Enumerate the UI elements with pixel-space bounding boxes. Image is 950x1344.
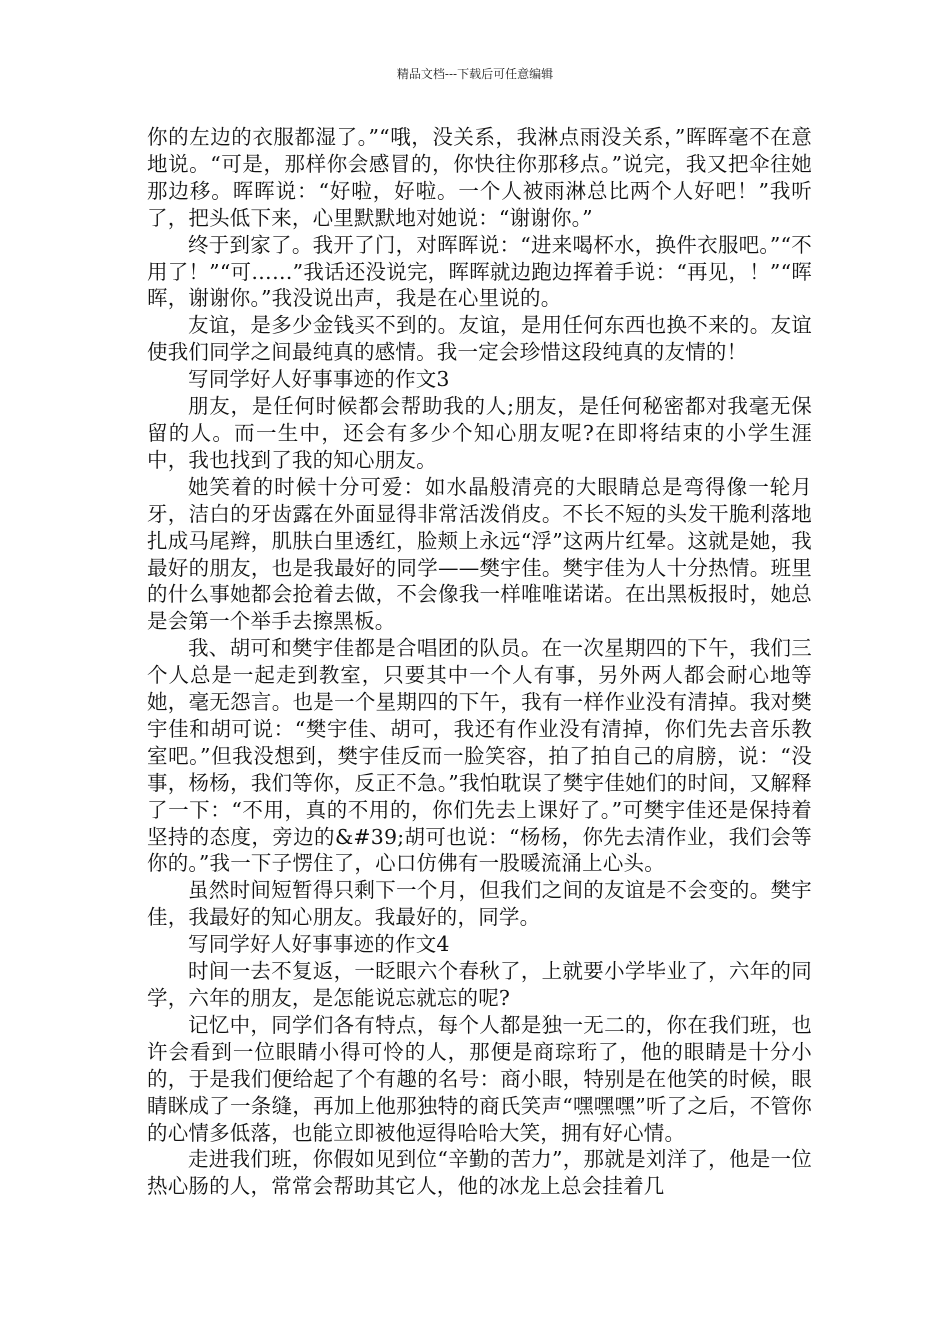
paragraph-7: 虽然时间短暂得只剩下一个月，但我们之间的友谊是不会变的。樊宇佳，我最好的知心朋友。我最好的，同学。 xyxy=(147,878,812,930)
paragraph-4: 朋友，是任何时候都会帮助我的人;朋友，是任何秘密都对我毫无保留的人。而一生中，还会有多少个知心朋友呢?在即将结束的小学生涯中，我也找到了我的知心朋友。 xyxy=(147,394,812,472)
section-heading-4: 写同学好人好事事迹的作文4 xyxy=(188,932,450,957)
paragraph-8: 时间一去不复返，一眨眼六个春秋了，上就要小学毕业了，六年的同学，六年的朋友，是怎能说忘就忘的呢? xyxy=(147,959,812,1010)
article-body xyxy=(147,124,812,1200)
paragraph-5: 她笑着的时候十分可爱：如水晶般清亮的大眼睛总是弯得像一轮月牙，洁白的牙齿露在外面显得非常活泼俏皮。不长不短的头发干脆利落地扎成马尾辫，肌肤白里透红，脸颊上永远“浮”这两片红晕。这就是她，我最好的朋友，也是我最好的同学——樊宇佳。樊宇佳为人十分热情。班里的什么事她都会抢着去做，不会像我一样唯唯诺诺。在出黑板报时，她总是会第一个举手去擦黑板。 xyxy=(147,474,812,634)
page-header-watermark: 精品文档---下载后可任意编辑 xyxy=(396,67,554,81)
section-heading-3: 写同学好人好事事迹的作文3 xyxy=(188,367,450,392)
paragraph-2: 终于到家了。我开了门，对晖晖说：“进来喝杯水，换件衣服吧。”“不用了！”“可……”我话还没说完，晖晖就边跑边挥着手说：“再见，！”“晖晖，谢谢你。”我没说出声，我是在心里说的。 xyxy=(147,232,812,311)
paragraph-10: 走进我们班，你假如见到位“辛勤的苦力”，那就是刘洋了，他是一位热心肠的人，常常会帮助其它人，他的冰龙上总会挂着几 xyxy=(147,1147,812,1199)
paragraph-3: 友谊，是多少金钱买不到的。友谊，是用任何东西也换不来的。友谊使我们同学之间最纯真的感情。我一定会珍惜这段纯真的友情的！ xyxy=(147,313,812,365)
paragraph-9: 记忆中，同学们各有特点，每个人都是独一无二的，你在我们班，也许会看到一位眼睛小得可怜的人，那便是商琮珩了，他的眼睛是十分小的，于是我们便给起了个有趣的名号：商小眼，特别是在他笑的时候，眼睛眯成了一条缝，再加上他那独特的商氏笑声“嘿嘿嘿”听了之后，不管你的心情多低落，也能立即被他逗得哈哈大笑，拥有好心情。 xyxy=(147,1012,812,1145)
paragraph-1: 你的左边的衣服都湿了。”“哦，没关系，我淋点雨没关系，”晖晖毫不在意地说。“可是，那样你会感冒的，你快往你那移点。”说完，我又把伞往她那边移。晖晖说：“好啦，好啦。一个人被雨淋总比两个人好吧！”我听了，把头低下来，心里默默地对她说：“谢谢你。” xyxy=(147,125,812,230)
paragraph-6: 我、胡可和樊宇佳都是合唱团的队员。在一次星期四的下午，我们三个人总是一起走到教室，只要其中一个人有事，另外两人都会耐心地等她，毫无怨言。也是一个星期四的下午，我有一样作业没有清掉。我对樊宇佳和胡可说：“樊宇佳、胡可，我还有作业没有清掉，你们先去音乐教室吧。”但我没想到，樊宇佳反而一脸笑容，拍了拍自己的肩膀，说：“没事，杨杨，我们等你，反正不急。”我怕耽误了樊宇佳她们的时间，又解释了一下：“不用，真的不用的，你们先去上课好了。”可樊宇佳还是保持着坚持的态度，旁边的&#39;胡可也说：“杨杨，你先去清作业，我们会等你的。”我一下子愣住了，心口仿佛有一股暖流涌上心头。 xyxy=(147,636,812,876)
